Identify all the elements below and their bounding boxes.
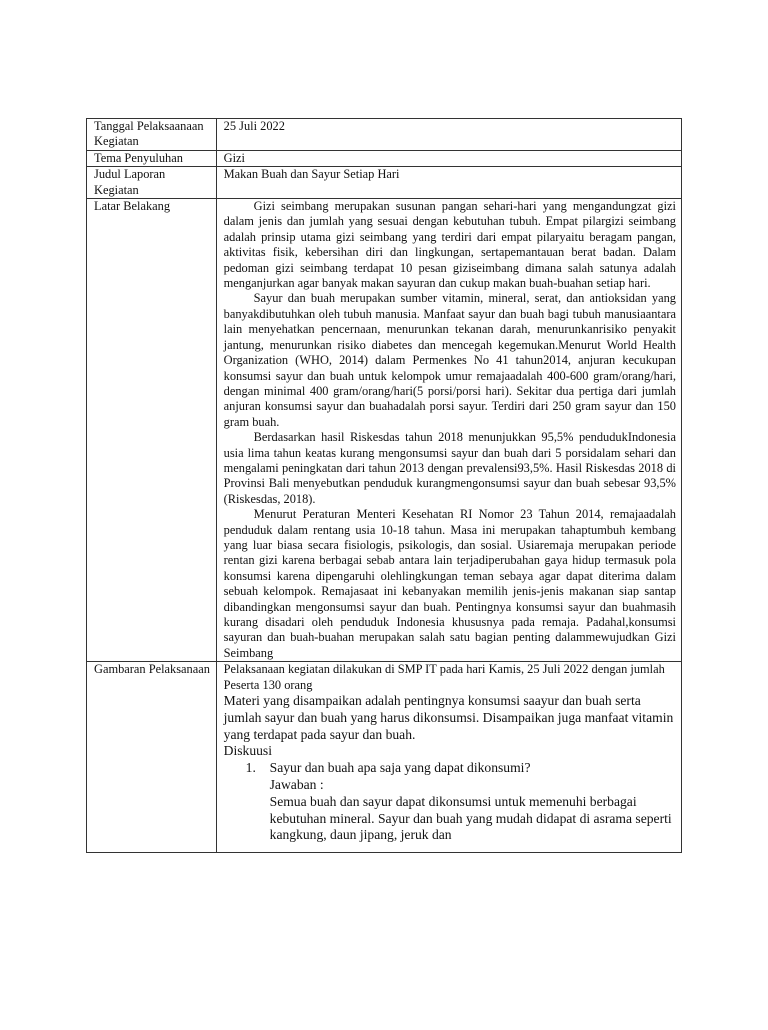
item-number: 1.: [245, 760, 256, 776]
report-table: [86, 118, 682, 853]
list-item: [224, 760, 676, 844]
item-question: Sayur dan buah apa saja yang dapat dikonsumi?: [269, 760, 531, 776]
diskusi-list: [224, 760, 676, 844]
row-tanggal: [87, 119, 682, 151]
row-tema: [87, 150, 682, 166]
latar-paragraph-4: Menurut Peraturan Menteri Kesehatan RI Nomor 23 Tahun 2014, remajaadalah penduduk dalam rentang usia 10-18 tahun. Masa ini merupakan tahaptumbuh kembang yang luar biasa secara fisiologis, psikologis, dan sosial. Usiaremaja merupakan periode rentan gizi karena berbagai sebab antara lain terjadiperubahan gaya hidup termasuk pola konsumsi karena dipengaruhi olehlingkungan teman sebaya agar dapat diterima dalam sebuah kelompok. Remajasaat ini kebanyakan memilih jenis-jenis makanan siap santap dibandingkan mengonsumsi sayur dan buah. Pentingnya konsumsi sayur dan buahmasih kurang disadari oleh penduduk Indonesia khususnya pada remaja. Padahal,konsumsi sayuran dan buah-buahan merupakan salah satu bagian penting dalammewujudkan Gizi Seimbang: [223, 507, 676, 660]
label-tanggal: Tanggal Pelaksaanaan Kegiatan: [87, 119, 217, 151]
gambaran-materi: Materi yang disampaikan adalah pentingnya konsumsi saayur dan buah serta jumlah sayur dan buah yang harus dikonsumsi. Disampaikan juga manfaat vitamin yang terdapat pada sayur dan buah.: [223, 693, 674, 742]
row-gambaran: [87, 662, 682, 853]
label-tema: Tema Penyuluhan: [87, 150, 217, 166]
latar-paragraph-3: Berdasarkan hasil Riskesdas tahun 2018 menunjukkan 95,5% pendudukIndonesia usia lima tahun keatas kurang mengonsumsi sayur dan buah dari 5 porsidalam sehari dan mengalami peningkatan dari tahun 2013 dengan prevalensi93,5%. Hasil Riskesdas 2018 di Provinsi Bali menyebutkan penduduk kurangmengonsumsi sayur dan buah sebesar 93,5% (Riskesdas, 2018).: [223, 430, 676, 506]
value-latar: [216, 199, 681, 662]
label-latar: Latar Belakang: [87, 199, 217, 662]
row-latar: [87, 199, 682, 662]
value-judul: Makan Buah dan Sayur Setiap Hari: [216, 167, 681, 199]
value-tanggal: 25 Juli 2022: [216, 119, 681, 151]
value-tema: Gizi: [216, 150, 681, 166]
value-gambaran: [216, 662, 681, 853]
latar-paragraph-2: Sayur dan buah merupakan sumber vitamin, mineral, serat, dan antioksidan yang banyakdibutuhkan oleh tubuh manusia. Manfaat sayur dan buah bagi tubuh manusiaantara lain menyehatkan pencernaan, menurunkan tekanan darah, menurunkanrisiko penyakit jantung, menurunkan risiko diabetes dan mencegah kegemukan.Menurut World Health Organization (WHO, 2014) dalam Permenkes No 41 tahun2014, anjuran kecukupan konsumsi sayur dan buah untuk kelompok umur remajaadalah 400-600 gram/orang/hari, dengan minimal 400 gram/orang/hari(5 porsi/porsi hari). Sekitar dua pertiga dari jumlah anjuran konsumsi sayur dan buahadalah porsi sayur. Terdiri dari 250 gram sayur dan 150 gram buah.: [223, 291, 676, 429]
label-judul: Judul Laporan Kegiatan: [87, 167, 217, 199]
label-gambaran: Gambaran Pelaksanaan: [87, 662, 217, 853]
answer-text: Semua buah dan sayur dapat dikonsumsi untuk memenuhi berbagai kebutuhan mineral. Sayur dan buah yang mudah didapat di asrama seperti kangkung, daun jipang, jeruk dan: [269, 793, 672, 843]
gambaran-intro: Pelaksanaan kegiatan dilakukan di SMP IT pada hari Kamis, 25 Juli 2022 dengan jumlah Peserta 130 orang: [223, 662, 665, 692]
latar-paragraph-1: Gizi seimbang merupakan susunan pangan sehari-hari yang mengandungzat gizi dalam jenis dan jumlah yang sesuai dengan kebutuhan tubuh. Empat pilargizi seimbang adalah prinsip utama gizi seimbang yang terdiri dari empat pilaryaitu beragam pangan, aktivitas fisik, kebersihan diri dan lingkungan, sertapemantauan berat badan. Dalam pedoman gizi seimbang terdapat 10 pesan giziseimbang dimana salah satunya adalah menganjurkan agar banyak makan sayuran dan cukup makan buah-buahan setiap hari.: [223, 199, 676, 291]
row-judul: [87, 167, 682, 199]
diskusi-title: Diskuusi: [223, 743, 272, 759]
answer-label: Jawaban :: [269, 777, 324, 793]
page-bottom-mask: [86, 920, 684, 1030]
